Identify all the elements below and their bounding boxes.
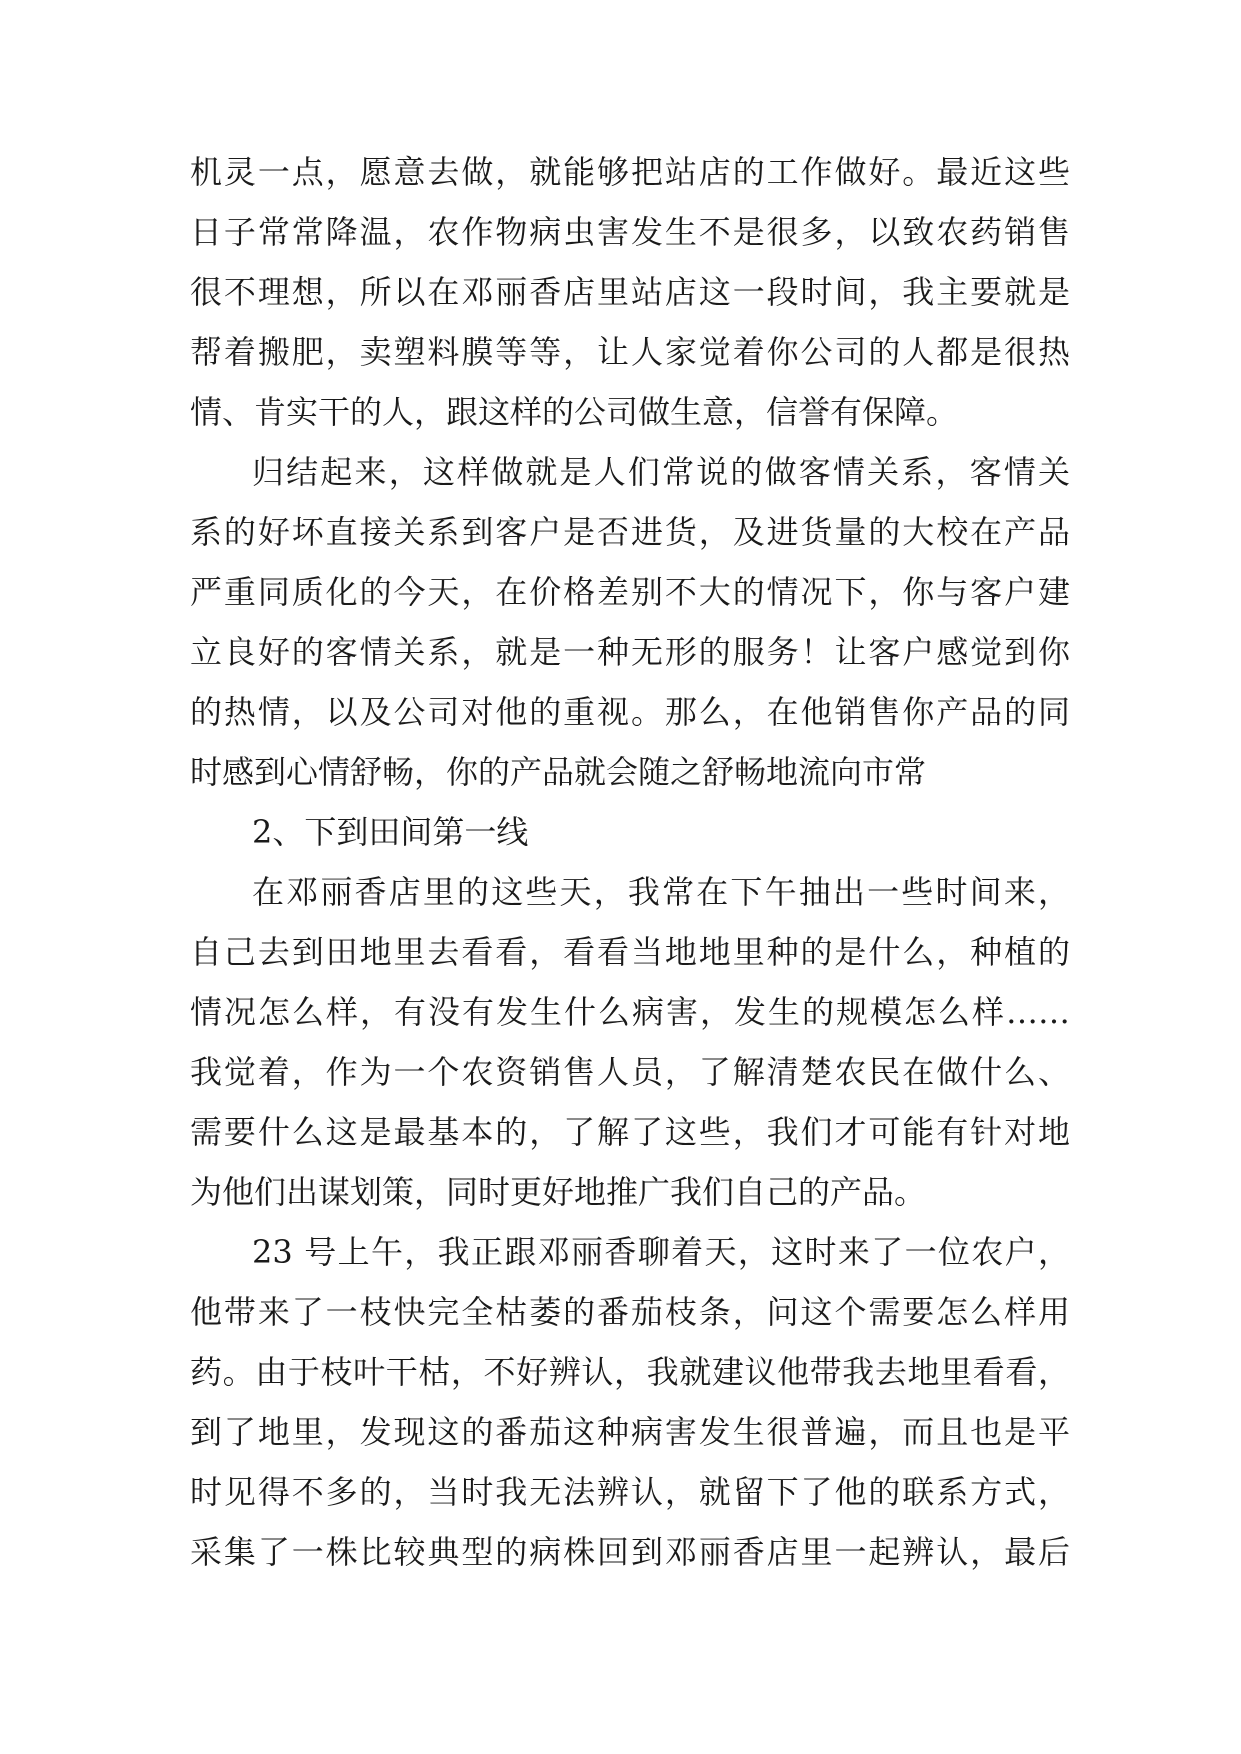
text-line: 很不理想，所以在邓丽香店里站店这一段时间，我主要就是	[190, 273, 1070, 311]
text-line: 药。由于枝叶干枯，不好辨认，我就建议他带我去地里看看，	[190, 1353, 1070, 1391]
text-line: 我觉着，作为一个农资销售人员，了解清楚农民在做什么、	[190, 1053, 1070, 1091]
text-line: 到了地里，发现这的番茄这种病害发生很普遍，而且也是平	[190, 1413, 1070, 1451]
text-line: 时见得不多的，当时我无法辨认，就留下了他的联系方式，	[190, 1473, 1070, 1511]
text-line: 自己去到田地里去看看，看看当地地里种的是什么，种植的	[190, 933, 1070, 971]
text-line: 严重同质化的今天，在价格差别不大的情况下，你与客户建	[190, 573, 1070, 611]
text-line: 他带来了一枝快完全枯萎的番茄枝条，问这个需要怎么样用	[190, 1293, 1070, 1331]
paragraph-first-line: 归结起来，这样做就是人们常说的做客情关系，客情关	[252, 453, 1070, 491]
text-line: 机灵一点，愿意去做，就能够把站店的工作做好。最近这些	[190, 153, 1070, 191]
text-line: 时感到心情舒畅，你的产品就会随之舒畅地流向市常	[190, 753, 927, 791]
paragraph-first-line: 23 号上午，我正跟邓丽香聊着天，这时来了一位农户，	[252, 1233, 1070, 1271]
text-line: 立良好的客情关系，就是一种无形的服务！让客户感觉到你	[190, 633, 1070, 671]
text-line: 采集了一株比较典型的病株回到邓丽香店里一起辨认，最后	[190, 1533, 1070, 1571]
paragraph-first-line: 在邓丽香店里的这些天，我常在下午抽出一些时间来，	[252, 873, 1070, 911]
text-line: 帮着搬肥，卖塑料膜等等，让人家觉着你公司的人都是很热	[190, 333, 1070, 371]
text-line: 的热情，以及公司对他的重视。那么，在他销售你产品的同	[190, 693, 1070, 731]
text-line: 为他们出谋划策，同时更好地推广我们自己的产品。	[190, 1173, 927, 1211]
section-heading: 2、下到田间第一线	[252, 813, 529, 851]
text-line: 需要什么这是最基本的，了解了这些，我们才可能有针对地	[190, 1113, 1070, 1151]
text-line: 系的好坏直接关系到客户是否进货，及进货量的大校在产品	[190, 513, 1070, 551]
text-line: 日子常常降温，农作物病虫害发生不是很多，以致农药销售	[190, 213, 1070, 251]
text-line: 情、肯实干的人，跟这样的公司做生意，信誉有保障。	[190, 393, 959, 431]
text-line: 情况怎么样，有没有发生什么病害，发生的规模怎么样……	[190, 993, 1070, 1031]
